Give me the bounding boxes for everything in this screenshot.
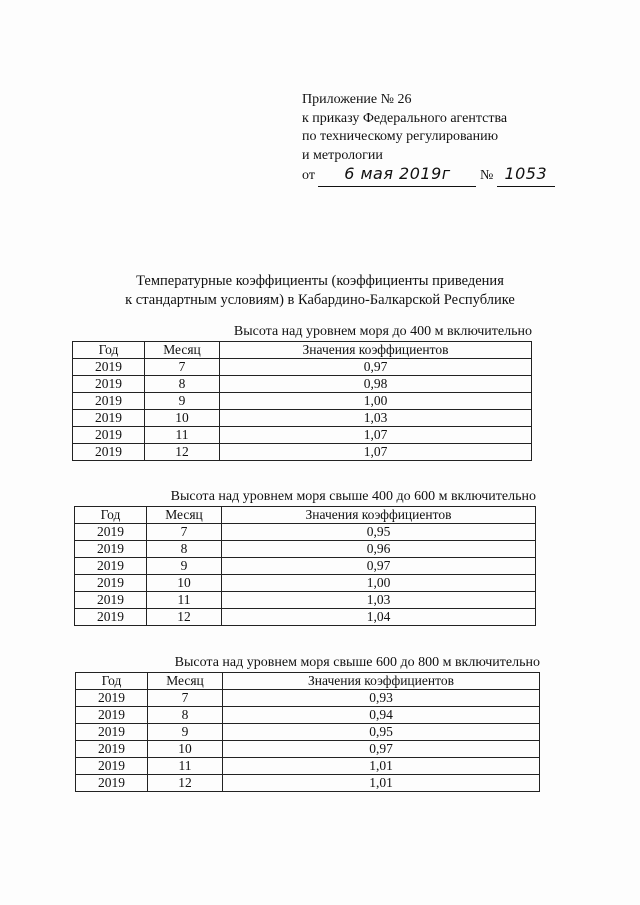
month-cell: 9 <box>148 724 223 741</box>
handwritten-number: 1053 <box>504 164 548 183</box>
year-cell: 2019 <box>76 690 148 707</box>
value-cell: 1,01 <box>223 758 540 775</box>
column-header-year: Год <box>73 342 145 359</box>
year-cell: 2019 <box>75 592 147 609</box>
month-cell: 8 <box>148 707 223 724</box>
month-cell: 10 <box>148 741 223 758</box>
table-row <box>76 707 540 724</box>
month-cell: 11 <box>145 427 220 444</box>
month-cell: 11 <box>148 758 223 775</box>
year-cell: 2019 <box>73 376 145 393</box>
coefficient-table <box>75 672 540 792</box>
table-row <box>73 359 532 376</box>
year-cell: 2019 <box>73 444 145 461</box>
title-line-2: к стандартным условиям) в Кабардино-Балкарской Республике <box>125 292 515 308</box>
year-cell: 2019 <box>76 724 148 741</box>
table-row <box>76 775 540 792</box>
year-cell: 2019 <box>75 541 147 558</box>
column-header-year: Год <box>76 673 148 690</box>
table-row <box>73 376 532 393</box>
year-cell: 2019 <box>75 558 147 575</box>
column-header-value: Значения коэффициентов <box>223 673 540 690</box>
appendix-header <box>302 91 555 185</box>
table-row <box>76 724 540 741</box>
month-cell: 8 <box>147 541 222 558</box>
coefficient-section-3 <box>75 655 540 792</box>
table-row <box>75 541 536 558</box>
table-row <box>75 524 536 541</box>
value-cell: 0,95 <box>223 724 540 741</box>
month-cell: 12 <box>148 775 223 792</box>
value-cell: 0,95 <box>222 524 536 541</box>
year-cell: 2019 <box>76 758 148 775</box>
year-cell: 2019 <box>75 575 147 592</box>
value-cell: 1,07 <box>220 444 532 461</box>
table-row <box>73 427 532 444</box>
coefficient-section-2 <box>74 489 536 626</box>
value-cell: 0,94 <box>223 707 540 724</box>
table-caption: Высота над уровнем моря свыше 400 до 600 м включительно <box>170 489 536 504</box>
table-row <box>76 758 540 775</box>
value-cell: 0,97 <box>223 741 540 758</box>
value-cell: 1,03 <box>220 410 532 427</box>
value-cell: 0,97 <box>220 359 532 376</box>
order-date-row <box>302 165 555 185</box>
table-row <box>76 741 540 758</box>
value-cell: 1,07 <box>220 427 532 444</box>
value-cell: 1,01 <box>223 775 540 792</box>
year-cell: 2019 <box>76 741 148 758</box>
month-cell: 7 <box>145 359 220 376</box>
value-cell: 1,00 <box>222 575 536 592</box>
table-row <box>73 393 532 410</box>
table-header-row <box>73 342 532 359</box>
year-cell: 2019 <box>75 609 147 626</box>
month-cell: 10 <box>147 575 222 592</box>
year-cell: 2019 <box>73 359 145 376</box>
number-sign: № <box>479 168 494 183</box>
value-cell: 1,04 <box>222 609 536 626</box>
table-header-row <box>75 507 536 524</box>
month-cell: 9 <box>147 558 222 575</box>
year-cell: 2019 <box>76 775 148 792</box>
value-cell: 0,97 <box>222 558 536 575</box>
year-cell: 2019 <box>76 707 148 724</box>
month-cell: 8 <box>145 376 220 393</box>
table-row <box>75 575 536 592</box>
coefficient-section-1 <box>72 324 532 461</box>
coefficient-table <box>74 506 536 626</box>
month-cell: 11 <box>147 592 222 609</box>
column-header-month: Месяц <box>147 507 222 524</box>
order-reference: к приказу Федерального агентства <box>302 110 508 126</box>
table-caption: Высота над уровнем моря свыше 600 до 800 м включительно <box>174 655 540 670</box>
column-header-year: Год <box>75 507 147 524</box>
order-number-field <box>497 165 555 187</box>
table-row <box>75 609 536 626</box>
value-cell: 0,96 <box>222 541 536 558</box>
column-header-month: Месяц <box>145 342 220 359</box>
table-header-row <box>76 673 540 690</box>
table-caption: Высота над уровнем моря до 400 м включительно <box>233 324 532 339</box>
column-header-value: Значения коэффициентов <box>220 342 532 359</box>
column-header-month: Месяц <box>148 673 223 690</box>
month-cell: 7 <box>148 690 223 707</box>
month-cell: 9 <box>145 393 220 410</box>
table-row <box>76 690 540 707</box>
month-cell: 7 <box>147 524 222 541</box>
agency-line: по техническому регулированию <box>302 129 499 144</box>
month-cell: 10 <box>145 410 220 427</box>
year-cell: 2019 <box>73 393 145 410</box>
table-row <box>73 410 532 427</box>
table-row <box>75 592 536 609</box>
handwritten-date: 6 мая 2019г <box>344 164 451 183</box>
order-date-field <box>318 165 476 187</box>
document-title <box>80 272 560 310</box>
month-cell: 12 <box>147 609 222 626</box>
table-row <box>73 444 532 461</box>
date-prefix: от <box>302 168 315 183</box>
value-cell: 1,03 <box>222 592 536 609</box>
coefficient-table <box>72 341 532 461</box>
table-row <box>75 558 536 575</box>
month-cell: 12 <box>145 444 220 461</box>
value-cell: 0,93 <box>223 690 540 707</box>
year-cell: 2019 <box>73 427 145 444</box>
title-line-1: Температурные коэффициенты (коэффициенты приведения <box>136 273 504 289</box>
value-cell: 1,00 <box>220 393 532 410</box>
year-cell: 2019 <box>75 524 147 541</box>
year-cell: 2019 <box>73 410 145 427</box>
appendix-number: Приложение № 26 <box>302 92 412 107</box>
agency-line-end: и метрологии <box>302 147 383 163</box>
column-header-value: Значения коэффициентов <box>222 507 536 524</box>
value-cell: 0,98 <box>220 376 532 393</box>
